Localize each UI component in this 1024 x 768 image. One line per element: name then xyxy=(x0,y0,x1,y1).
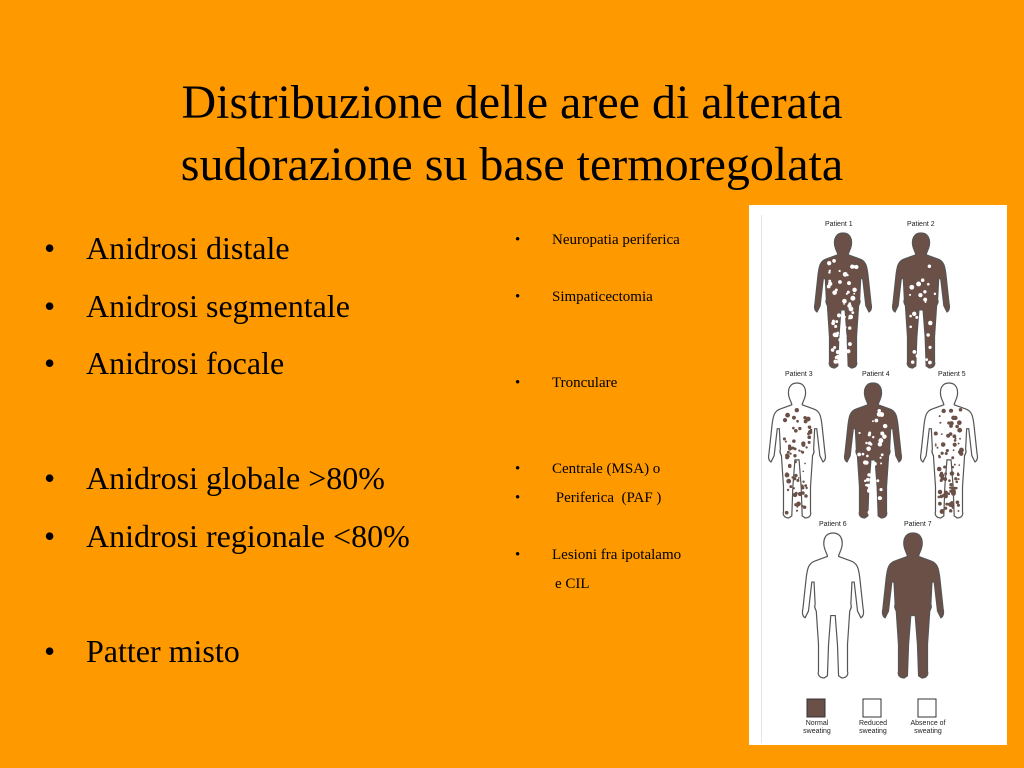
sweat-spot xyxy=(954,464,956,466)
sweat-spot xyxy=(873,504,877,508)
bullet-mark: • xyxy=(515,232,521,248)
sweat-spot xyxy=(827,261,831,265)
sweat-spot xyxy=(792,416,796,420)
patient-label: Patient 2 xyxy=(907,221,935,228)
sweat-spot xyxy=(798,477,800,479)
body-patient-1 xyxy=(815,233,872,368)
sweat-spot xyxy=(837,361,840,364)
legend-label-reduced xyxy=(848,720,898,736)
sweat-spot xyxy=(838,338,842,342)
sweat-spot xyxy=(953,416,957,420)
sweat-spot xyxy=(935,445,937,447)
sweat-spot xyxy=(805,446,807,448)
sweat-spot xyxy=(949,509,952,512)
left-bullet-text: Anidrosi distale xyxy=(86,230,290,266)
sweat-spot xyxy=(918,293,922,297)
sweat-spot xyxy=(808,441,811,444)
sweat-spot xyxy=(951,491,954,494)
sweat-spot xyxy=(921,278,925,282)
sweat-spot xyxy=(808,426,810,428)
sweat-spot xyxy=(955,425,959,429)
sweat-spot xyxy=(948,479,951,482)
sweat-spot xyxy=(803,416,806,419)
bullet-mark: • xyxy=(515,547,521,563)
sweat-spot xyxy=(795,408,799,412)
sweat-spot xyxy=(909,294,911,296)
sweat-spot xyxy=(959,408,963,412)
sweat-spot xyxy=(945,452,948,455)
sweat-spot xyxy=(839,270,841,272)
sweat-spot xyxy=(844,326,846,328)
sweat-spot xyxy=(864,461,868,465)
sweat-spot xyxy=(923,298,927,302)
body-patient-7 xyxy=(882,533,943,678)
sweat-spot xyxy=(794,429,798,433)
sweat-spot xyxy=(831,321,835,325)
patient-label: Patient 5 xyxy=(938,371,966,378)
sweat-spot xyxy=(955,487,957,489)
sweat-spot xyxy=(938,455,940,457)
sweat-spot xyxy=(944,507,947,510)
sweat-spot xyxy=(951,456,954,459)
sweat-spot xyxy=(837,313,841,317)
sweat-spot xyxy=(956,500,960,504)
right-bullet-text: Simpaticectomia xyxy=(552,289,653,305)
sweat-spot xyxy=(786,479,791,484)
sweat-spot xyxy=(928,264,932,268)
sweat-spot xyxy=(935,443,937,445)
sweat-spot xyxy=(881,453,884,456)
sweat-spot xyxy=(873,485,876,488)
sweat-spot xyxy=(801,451,804,454)
sweat-spot xyxy=(949,432,953,436)
bullet-mark: • xyxy=(44,345,56,381)
sweat-spot xyxy=(925,358,928,361)
sweat-spot xyxy=(938,490,943,495)
sweat-spot xyxy=(807,435,811,439)
sweat-spot xyxy=(836,355,839,358)
sweat-spot xyxy=(843,334,847,338)
sweat-spot xyxy=(838,280,842,284)
sweat-spot xyxy=(847,274,849,276)
sweat-spot xyxy=(796,420,799,423)
sweat-spot xyxy=(880,432,884,436)
sweat-spot xyxy=(868,433,871,436)
sweat-spot xyxy=(848,315,853,320)
bullet-mark: • xyxy=(44,460,56,496)
bullet-mark: • xyxy=(44,288,56,324)
sweat-spot xyxy=(866,455,869,458)
sweat-spot xyxy=(791,476,793,478)
sweat-spot xyxy=(955,480,958,483)
legend-label-normal xyxy=(792,720,842,736)
left-bullet-text: Patter misto xyxy=(86,633,240,669)
sweat-spot xyxy=(916,282,921,287)
sweat-spot xyxy=(827,285,831,289)
sweat-spot xyxy=(879,488,882,491)
sweat-spot xyxy=(843,316,846,319)
legend-text: Normal xyxy=(805,720,829,727)
sweat-spot xyxy=(909,315,912,318)
sweat-spot xyxy=(798,449,800,451)
sweat-spot xyxy=(940,509,945,514)
bullet-mark: • xyxy=(515,461,521,477)
sweat-spot xyxy=(928,346,931,349)
sweat-spot xyxy=(840,354,844,358)
sweat-spot xyxy=(858,432,860,434)
sweat-test-figure xyxy=(749,205,1007,745)
sweat-spot xyxy=(796,510,798,512)
legend-text: sweating xyxy=(859,728,887,735)
sweat-spot xyxy=(943,466,946,469)
sweat-spot xyxy=(944,491,948,495)
sweat-spot xyxy=(950,471,955,476)
sweat-spot xyxy=(835,289,838,292)
sweat-spot xyxy=(958,478,960,480)
sweat-spot xyxy=(957,504,960,507)
bullet-mark: • xyxy=(515,375,521,391)
sweat-spot xyxy=(788,446,792,450)
legend-text: sweating xyxy=(803,728,831,735)
bullet-mark: • xyxy=(44,518,56,554)
sweat-spot xyxy=(937,467,942,472)
sweat-spot xyxy=(878,438,883,443)
sweat-spot xyxy=(874,419,878,423)
sweat-spot xyxy=(945,478,947,480)
sweat-spot xyxy=(785,413,790,418)
sweat-spot xyxy=(853,293,855,295)
body-patient-4 xyxy=(845,383,902,518)
sweat-spot xyxy=(938,502,942,506)
sweat-spot xyxy=(846,293,848,295)
sweat-spot xyxy=(801,441,805,445)
patient-label: Patient 7 xyxy=(904,521,932,528)
right-bullet-text: e CIL xyxy=(555,576,590,592)
sweat-spot xyxy=(794,503,797,506)
sweat-spot xyxy=(949,483,952,486)
sweat-spot xyxy=(957,472,959,474)
sweat-spot xyxy=(912,312,916,316)
sweat-spot xyxy=(834,333,838,337)
legend-swatch-3 xyxy=(918,699,936,717)
sweat-spot xyxy=(928,361,932,365)
legend-swatch-1 xyxy=(807,699,825,717)
sweat-spot xyxy=(802,470,804,472)
sweat-spot xyxy=(957,420,962,425)
patient-label: Patient 3 xyxy=(785,371,813,378)
sweat-spot xyxy=(802,481,804,483)
right-bullet-text: Periferica (PAF ) xyxy=(552,490,662,506)
right-bullet-text: Tronculare xyxy=(552,375,618,391)
sweat-spot xyxy=(940,479,943,482)
left-bullet-text: Anidrosi focale xyxy=(86,345,285,381)
sweat-spot xyxy=(879,497,882,500)
sweat-spot xyxy=(941,433,943,435)
sweat-spot xyxy=(915,316,918,319)
sweat-spot xyxy=(787,489,789,491)
sweat-spot xyxy=(828,280,831,283)
sweat-spot xyxy=(831,348,835,352)
bullet-mark: • xyxy=(44,633,56,669)
sweat-spot xyxy=(873,462,877,466)
sweat-spot xyxy=(940,495,944,499)
patient-label: Patient 6 xyxy=(819,521,847,528)
sweat-spot xyxy=(848,342,852,346)
sweat-spot xyxy=(928,321,932,325)
sweat-spot xyxy=(950,502,955,507)
right-bullet-text: Lesioni fra ipotalamo xyxy=(552,547,682,563)
sweat-spot xyxy=(923,290,926,293)
left-bullet-text: Anidrosi segmentale xyxy=(86,288,350,324)
sweat-spot xyxy=(866,478,868,480)
slide-title xyxy=(0,72,1024,196)
sweat-spot xyxy=(785,441,787,443)
sweat-spot xyxy=(952,466,955,469)
sweat-spot xyxy=(939,415,941,417)
sweat-spot xyxy=(880,462,882,464)
sweat-spot xyxy=(926,333,929,336)
sweat-spot xyxy=(787,451,790,454)
sweat-spot xyxy=(922,348,924,350)
sweat-spot xyxy=(867,473,871,477)
sweat-spot xyxy=(828,271,830,273)
sweat-spot xyxy=(954,439,957,442)
sweat-spot xyxy=(798,427,801,430)
title-line-1: Distribuzione delle aree di alterata xyxy=(181,76,843,129)
sweat-spot xyxy=(937,447,939,449)
sweat-spot xyxy=(805,487,807,489)
sweat-spot xyxy=(953,443,957,447)
sweat-spot xyxy=(952,434,956,438)
sweat-spot xyxy=(847,281,851,285)
sweat-spot xyxy=(857,453,861,457)
bullet-mark: • xyxy=(44,230,56,266)
sweat-spot xyxy=(946,449,949,452)
sweat-spot xyxy=(842,299,847,304)
sweat-spot xyxy=(792,427,795,430)
sweat-spot xyxy=(854,265,858,269)
sweat-spot xyxy=(801,505,803,507)
sweat-spot xyxy=(804,463,806,465)
sweat-spot xyxy=(941,452,944,455)
sweat-spot xyxy=(934,293,936,295)
sweat-spot xyxy=(916,354,920,358)
sweat-spot xyxy=(866,447,871,452)
sweat-spot xyxy=(958,464,960,466)
sweat-spot xyxy=(794,461,797,464)
sweat-spot xyxy=(792,439,796,443)
sweat-spot xyxy=(847,304,851,308)
body-patient-6 xyxy=(802,533,863,678)
left-bullet-text: Anidrosi globale >80% xyxy=(86,460,385,496)
title-line-2: sudorazione su base termoregolata xyxy=(180,138,844,191)
sweat-spot xyxy=(835,320,838,323)
legend-text: Reduced xyxy=(858,720,888,727)
left-bullet-text: Anidrosi regionale <80% xyxy=(86,518,410,554)
patient-label: Patient 4 xyxy=(862,371,890,378)
sweat-spot xyxy=(842,360,844,362)
bullet-mark: • xyxy=(515,490,521,506)
sweat-spot xyxy=(865,442,868,445)
sweat-spot xyxy=(843,348,847,352)
legend-text: sweating xyxy=(914,728,942,735)
sweat-spot xyxy=(880,457,882,459)
sweat-spot xyxy=(941,442,946,447)
sweat-spot xyxy=(919,339,923,343)
sweat-spot xyxy=(867,489,871,493)
sweat-spot xyxy=(808,430,812,434)
sweat-spot xyxy=(958,443,960,445)
sweat-spot xyxy=(872,436,874,438)
sweat-spot xyxy=(798,492,802,496)
right-bullet-text: Centrale (MSA) o xyxy=(552,461,661,477)
sweat-spot xyxy=(939,422,941,424)
sweat-spot xyxy=(941,409,945,413)
sweat-spot xyxy=(793,454,796,457)
body-patient-2 xyxy=(893,233,950,368)
sweat-spot xyxy=(851,311,854,314)
sweat-spot xyxy=(957,428,962,433)
sweat-spot xyxy=(909,285,914,290)
right-bullet-text: Neuropatia periferica xyxy=(552,232,680,248)
sweat-spot xyxy=(959,438,961,440)
sweat-spot xyxy=(862,453,865,456)
sweat-spot xyxy=(938,496,941,499)
sweat-spot xyxy=(870,502,872,504)
body-patient-5 xyxy=(921,383,978,518)
sweat-spot xyxy=(911,360,915,364)
sweat-spot xyxy=(872,482,876,486)
sweat-spot xyxy=(801,485,804,488)
sweat-spot xyxy=(789,453,791,455)
sweat-spot xyxy=(959,452,963,456)
sweat-spot xyxy=(867,484,870,487)
sweat-spot xyxy=(934,431,938,435)
sweat-spot xyxy=(868,441,872,445)
sweat-spot xyxy=(953,449,955,451)
sweat-spot xyxy=(794,474,797,477)
sweat-spot xyxy=(836,350,840,354)
sweat-spot xyxy=(795,492,798,495)
legend-swatch-2 xyxy=(863,699,881,717)
sweat-spot xyxy=(876,479,879,482)
sweat-spot xyxy=(783,437,786,440)
sweat-spot xyxy=(834,325,837,328)
sweat-spot xyxy=(944,472,947,475)
legend-label-absence xyxy=(903,720,953,736)
body-patient-3 xyxy=(769,383,826,518)
sweat-spot xyxy=(883,424,887,428)
sweat-spot xyxy=(912,350,916,354)
sweat-spot xyxy=(850,296,855,301)
sweat-spot xyxy=(872,420,874,422)
sweat-spot xyxy=(864,480,867,483)
sweat-spot xyxy=(954,477,957,480)
sweat-spot xyxy=(832,259,836,263)
sweat-spot xyxy=(872,493,875,496)
sweat-spot xyxy=(848,326,851,329)
sweat-spot xyxy=(942,474,944,476)
sweat-spot xyxy=(957,510,959,512)
sweat-spot xyxy=(791,446,794,449)
sweat-spot xyxy=(789,485,792,488)
sweat-spot xyxy=(949,421,953,425)
sweat-spot xyxy=(785,511,789,515)
sweat-spot xyxy=(788,464,792,468)
sweat-spot xyxy=(786,455,790,459)
patient-label: Patient 1 xyxy=(825,221,853,228)
sweat-spot xyxy=(793,487,795,489)
sweat-spot xyxy=(804,494,808,498)
sweat-spot xyxy=(783,418,787,422)
sweat-spot xyxy=(796,479,799,482)
legend-text: Absence of xyxy=(910,720,946,727)
sweat-spot xyxy=(909,325,912,328)
body-maps xyxy=(749,205,1007,745)
bullet-mark: • xyxy=(515,289,521,305)
sweat-spot xyxy=(804,484,807,487)
sweat-spot xyxy=(949,409,953,413)
sweat-spot xyxy=(868,510,872,514)
sweat-spot xyxy=(877,409,881,413)
sweat-spot xyxy=(927,283,930,286)
sweat-spot xyxy=(852,288,856,292)
sweat-spot xyxy=(785,473,790,478)
